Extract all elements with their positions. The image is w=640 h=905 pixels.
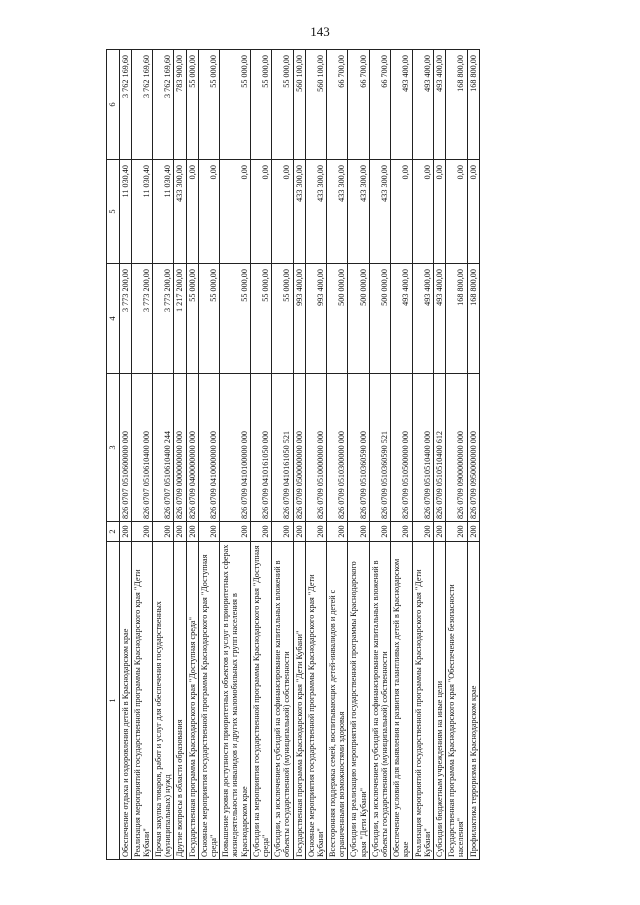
- table-row: [198, 50, 219, 860]
- table-row: [174, 50, 186, 860]
- row-name-cell: Повышение уровня доступности приоритетных объектов и услуг в приоритетных сферах жизнедеятельности инвалидов и других маломобильных групп населения в Краснодарском крае: [220, 542, 251, 860]
- row-amount-cell: 55 000,00: [198, 264, 219, 374]
- table-row: [369, 50, 390, 860]
- row-total-cell: 66 700,00: [369, 50, 390, 160]
- row-change-cell: 11 030,40: [153, 160, 174, 264]
- row-total-cell: 168 800,00: [467, 50, 479, 160]
- row-code-cell: 200: [198, 522, 219, 542]
- row-code-cell: 200: [446, 522, 467, 542]
- budget-table: [106, 49, 480, 860]
- row-name-cell: Обеспечение отдыха и оздоровления детей в Краснодарском крае: [119, 542, 131, 860]
- row-kbk-cell: 826 0709 0500000000 000: [293, 374, 305, 522]
- row-total-cell: 493 400,00: [391, 50, 412, 160]
- table-row: [467, 50, 479, 860]
- column-header: 1: [107, 542, 120, 860]
- row-name-cell: Основные мероприятия государственной программы Краснодарского края "Доступная среда": [198, 542, 219, 860]
- row-change-cell: 0,00: [433, 160, 445, 264]
- column-header: 2: [107, 522, 120, 542]
- row-name-cell: Прочая закупка товаров, работ и услуг для обеспечения государственных (муниципальных) нужд: [153, 542, 174, 860]
- row-kbk-cell: 826 0709 0900000000 000: [446, 374, 467, 522]
- row-change-cell: 433 300,00: [327, 160, 348, 264]
- table-row: [220, 50, 251, 860]
- row-code-cell: 200: [186, 522, 198, 542]
- row-amount-cell: 168 800,00: [446, 264, 467, 374]
- row-code-cell: 200: [119, 522, 131, 542]
- row-kbk-cell: 826 0709 0410161050 000: [250, 374, 271, 522]
- row-kbk-cell: 826 0709 0510300000 000: [327, 374, 348, 522]
- row-total-cell: 560 100,00: [305, 50, 326, 160]
- row-name-cell: Реализация мероприятий государственной программы Краснодарского края "Дети Кубани": [131, 542, 152, 860]
- row-code-cell: 200: [305, 522, 326, 542]
- row-amount-cell: 168 800,00: [467, 264, 479, 374]
- row-amount-cell: 55 000,00: [220, 264, 251, 374]
- row-amount-cell: 493 400,00: [433, 264, 445, 374]
- row-kbk-cell: 826 0709 0410000000 000: [198, 374, 219, 522]
- table-row: [305, 50, 326, 860]
- row-amount-cell: 493 400,00: [412, 264, 433, 374]
- row-code-cell: 200: [467, 522, 479, 542]
- row-code-cell: 200: [391, 522, 412, 542]
- table-row: [119, 50, 131, 860]
- row-change-cell: 433 300,00: [369, 160, 390, 264]
- table-row: [391, 50, 412, 860]
- row-amount-cell: 500 000,00: [369, 264, 390, 374]
- row-code-cell: 200: [272, 522, 293, 542]
- row-change-cell: 433 300,00: [348, 160, 369, 264]
- row-amount-cell: 500 000,00: [348, 264, 369, 374]
- row-amount-cell: 993 400,00: [305, 264, 326, 374]
- row-change-cell: 11 030,40: [119, 160, 131, 264]
- table-row: [446, 50, 467, 860]
- table-row: [348, 50, 369, 860]
- row-total-cell: 55 000,00: [220, 50, 251, 160]
- row-name-cell: Государственная программа Краснодарского края "Дети Кубани": [293, 542, 305, 860]
- row-amount-cell: 55 000,00: [186, 264, 198, 374]
- row-kbk-cell: 826 0707 0510610400 000: [131, 374, 152, 522]
- column-header: 4: [107, 264, 120, 374]
- row-total-cell: 3 762 169,60: [131, 50, 152, 160]
- row-total-cell: 66 700,00: [327, 50, 348, 160]
- row-total-cell: 55 000,00: [250, 50, 271, 160]
- row-name-cell: Государственная программа Краснодарского края "Доступная среда": [186, 542, 198, 860]
- row-code-cell: 200: [131, 522, 152, 542]
- row-amount-cell: 493 400,00: [391, 264, 412, 374]
- row-code-cell: 200: [250, 522, 271, 542]
- row-change-cell: 0,00: [250, 160, 271, 264]
- row-kbk-cell: 826 0709 0510360590 000: [348, 374, 369, 522]
- row-name-cell: Другие вопросы в области образования: [174, 542, 186, 860]
- column-header: 6: [107, 50, 120, 160]
- row-change-cell: 0,00: [198, 160, 219, 264]
- row-kbk-cell: 826 0709 0510000000 000: [305, 374, 326, 522]
- row-total-cell: 55 000,00: [272, 50, 293, 160]
- table-row: [250, 50, 271, 860]
- row-change-cell: 0,00: [272, 160, 293, 264]
- row-kbk-cell: 826 0707 0510610400 244: [153, 374, 174, 522]
- row-amount-cell: 3 773 200,00: [131, 264, 152, 374]
- row-kbk-cell: 826 0709 0400000000 000: [186, 374, 198, 522]
- row-total-cell: 783 900,00: [174, 50, 186, 160]
- row-change-cell: 433 300,00: [293, 160, 305, 264]
- row-name-cell: Обеспечение условий для выявления и развития талантливых детей в Краснодарском крае: [391, 542, 412, 860]
- table-row: [327, 50, 348, 860]
- row-change-cell: 433 300,00: [305, 160, 326, 264]
- table-row: [412, 50, 433, 860]
- budget-table-rotated: [106, 50, 576, 860]
- row-code-cell: 200: [293, 522, 305, 542]
- row-code-cell: 200: [348, 522, 369, 542]
- row-kbk-cell: 826 0709 0950000000 000: [467, 374, 479, 522]
- row-amount-cell: 55 000,00: [250, 264, 271, 374]
- row-kbk-cell: 826 0709 0000000000 000: [174, 374, 186, 522]
- row-name-cell: Государственная программа Краснодарского края "Обеспечение безопасности населения": [446, 542, 467, 860]
- row-name-cell: Профилактика терроризма в Краснодарском крае: [467, 542, 479, 860]
- row-amount-cell: 55 000,00: [272, 264, 293, 374]
- row-name-cell: Субсидии, за исключением субсидий на софинансирование капитальных вложений в объекты государственной (муниципальной) собственности: [272, 542, 293, 860]
- row-kbk-cell: 826 0709 0410100000 000: [220, 374, 251, 522]
- page-number: 143: [310, 24, 330, 39]
- row-total-cell: 560 100,00: [293, 50, 305, 160]
- row-code-cell: 200: [412, 522, 433, 542]
- row-change-cell: 0,00: [467, 160, 479, 264]
- row-code-cell: 200: [327, 522, 348, 542]
- row-total-cell: 66 700,00: [348, 50, 369, 160]
- row-kbk-cell: 826 0709 0410161050 521: [272, 374, 293, 522]
- row-kbk-cell: 826 0707 0510600000 000: [119, 374, 131, 522]
- row-amount-cell: 3 773 200,00: [153, 264, 174, 374]
- row-name-cell: Субсидии на мероприятия государственной программы Краснодарского края "Доступная среда": [250, 542, 271, 860]
- row-change-cell: 11 030,40: [131, 160, 152, 264]
- row-code-cell: 200: [433, 522, 445, 542]
- row-name-cell: Всесторонняя поддержка семей, воспитывающих детей-инвалидов и детей с ограниченными возможностями здоровья: [327, 542, 348, 860]
- table-body: [119, 50, 479, 860]
- row-kbk-cell: 826 0709 0510510400 612: [433, 374, 445, 522]
- row-code-cell: 200: [220, 522, 251, 542]
- row-kbk-cell: 826 0709 0510360590 521: [369, 374, 390, 522]
- row-name-cell: Субсидии, за исключением субсидий на софинансирование капитальных вложений в объекты государственной (муниципальной) собственности: [369, 542, 390, 860]
- row-change-cell: 433 300,00: [174, 160, 186, 264]
- row-change-cell: 0,00: [186, 160, 198, 264]
- row-amount-cell: 1 217 200,00: [174, 264, 186, 374]
- row-name-cell: Субсидии на реализацию мероприятий государственной программы Краснодарского края "Дети Кубани": [348, 542, 369, 860]
- row-kbk-cell: 826 0709 0510500000 000: [391, 374, 412, 522]
- row-name-cell: Реализация мероприятий государственной программы Краснодарского края "Дети Кубани": [412, 542, 433, 860]
- table-row: [293, 50, 305, 860]
- row-total-cell: 55 000,00: [198, 50, 219, 160]
- row-total-cell: 3 762 169,60: [119, 50, 131, 160]
- row-name-cell: Основные мероприятия государственной программы Краснодарского края "Дети Кубани": [305, 542, 326, 860]
- row-change-cell: 0,00: [391, 160, 412, 264]
- table-row: [433, 50, 445, 860]
- row-change-cell: 0,00: [220, 160, 251, 264]
- table-row: [153, 50, 174, 860]
- column-header: 3: [107, 374, 120, 522]
- column-header: 5: [107, 160, 120, 264]
- row-name-cell: Субсидии бюджетным учреждениям на иные цели: [433, 542, 445, 860]
- row-total-cell: 168 800,00: [446, 50, 467, 160]
- row-amount-cell: 3 773 200,00: [119, 264, 131, 374]
- row-total-cell: 493 400,00: [412, 50, 433, 160]
- row-total-cell: 3 762 169,60: [153, 50, 174, 160]
- table-row: [186, 50, 198, 860]
- row-amount-cell: 500 000,00: [327, 264, 348, 374]
- table-row: [272, 50, 293, 860]
- table-row: [131, 50, 152, 860]
- row-change-cell: 0,00: [412, 160, 433, 264]
- row-change-cell: 0,00: [446, 160, 467, 264]
- row-total-cell: 493 400,00: [433, 50, 445, 160]
- header-row: [107, 50, 120, 860]
- row-code-cell: 200: [369, 522, 390, 542]
- row-code-cell: 200: [174, 522, 186, 542]
- row-total-cell: 55 000,00: [186, 50, 198, 160]
- row-amount-cell: 993 400,00: [293, 264, 305, 374]
- row-code-cell: 200: [153, 522, 174, 542]
- row-kbk-cell: 826 0709 0510510400 000: [412, 374, 433, 522]
